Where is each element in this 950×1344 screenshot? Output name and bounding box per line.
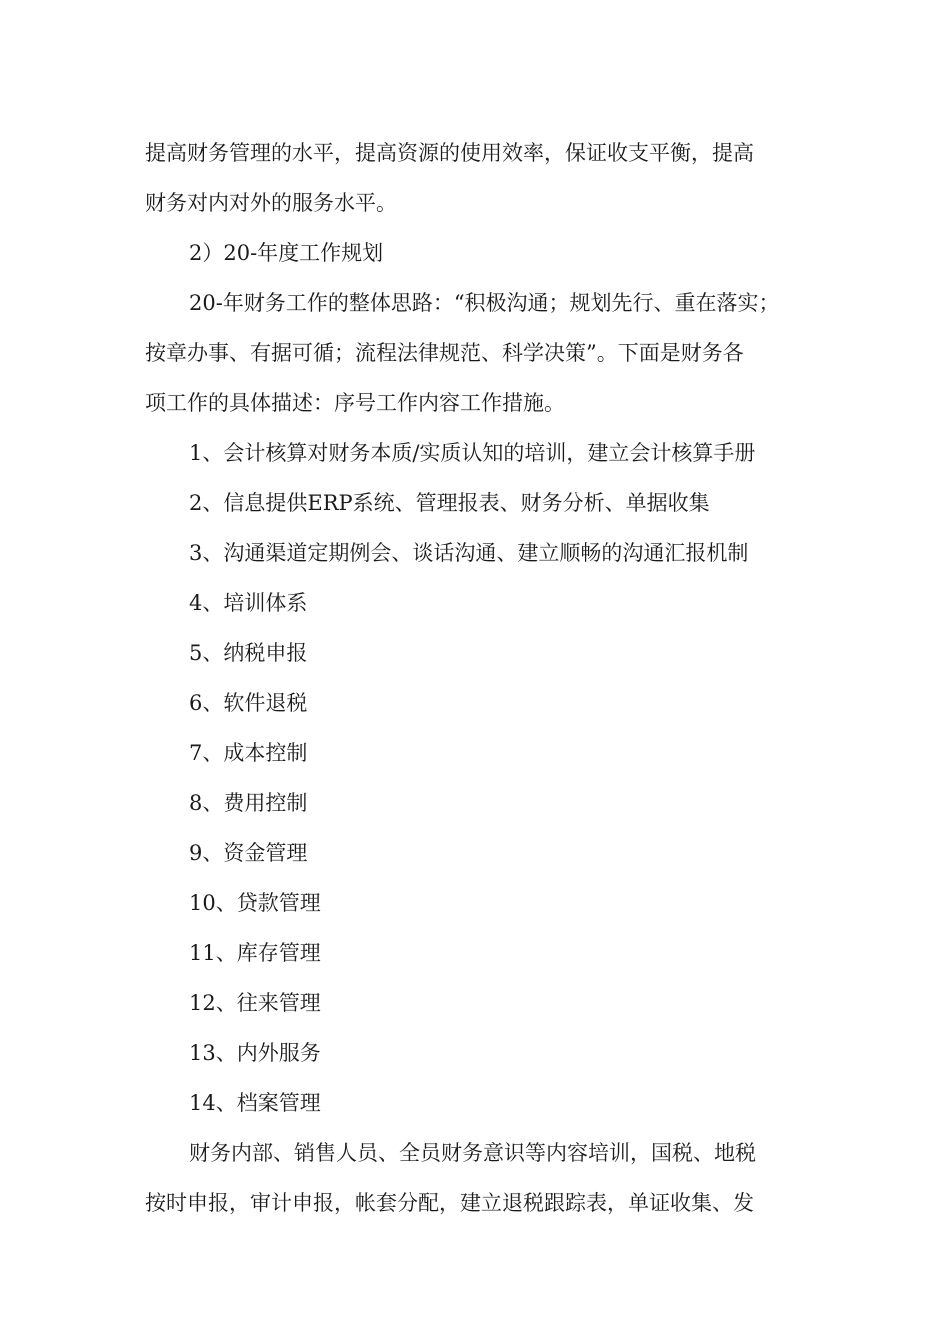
section-heading: 2）20-年度工作规划 <box>189 241 384 265</box>
list-item: 1、会计核算对财务本质/实质认知的培训，建立会计核算手册 <box>189 441 756 465</box>
list-item: 12、往来管理 <box>189 991 321 1015</box>
body-text-line: 项工作的具体描述：序号工作内容工作措施。 <box>145 391 565 415</box>
list-item: 8、费用控制 <box>189 791 308 815</box>
body-text-line: 提高财务管理的水平，提高资源的使用效率，保证收支平衡，提高 <box>145 141 754 165</box>
list-item: 11、库存管理 <box>189 941 321 965</box>
list-item: 14、档案管理 <box>189 1091 321 1115</box>
body-text-line: 财务内部、销售人员、全员财务意识等内容培训，国税、地税 <box>189 1141 756 1165</box>
list-item: 9、资金管理 <box>189 841 308 865</box>
body-text-line: 按时申报，审计申报，帐套分配，建立退税跟踪表，单证收集、发 <box>145 1191 754 1215</box>
document-body <box>145 128 810 1228</box>
list-item: 4、培训体系 <box>189 591 308 615</box>
list-item: 10、贷款管理 <box>189 891 321 915</box>
list-item: 7、成本控制 <box>189 741 308 765</box>
list-item: 5、纳税申报 <box>189 641 308 665</box>
list-item: 2、信息提供ERP系统、管理报表、财务分析、单据收集 <box>189 491 710 515</box>
list-item: 3、沟通渠道定期例会、谈话沟通、建立顺畅的沟通汇报机制 <box>189 541 749 565</box>
body-text-line: 财务对内对外的服务水平。 <box>145 191 397 215</box>
body-text-line: 按章办事、有据可循；流程法律规范、科学决策”。下面是财务各 <box>145 341 744 365</box>
list-item: 6、软件退税 <box>189 691 308 715</box>
list-item: 13、内外服务 <box>189 1041 321 1065</box>
body-text-line: 20-年财务工作的整体思路：“积极沟通；规划先行、重在落实； <box>189 291 780 315</box>
